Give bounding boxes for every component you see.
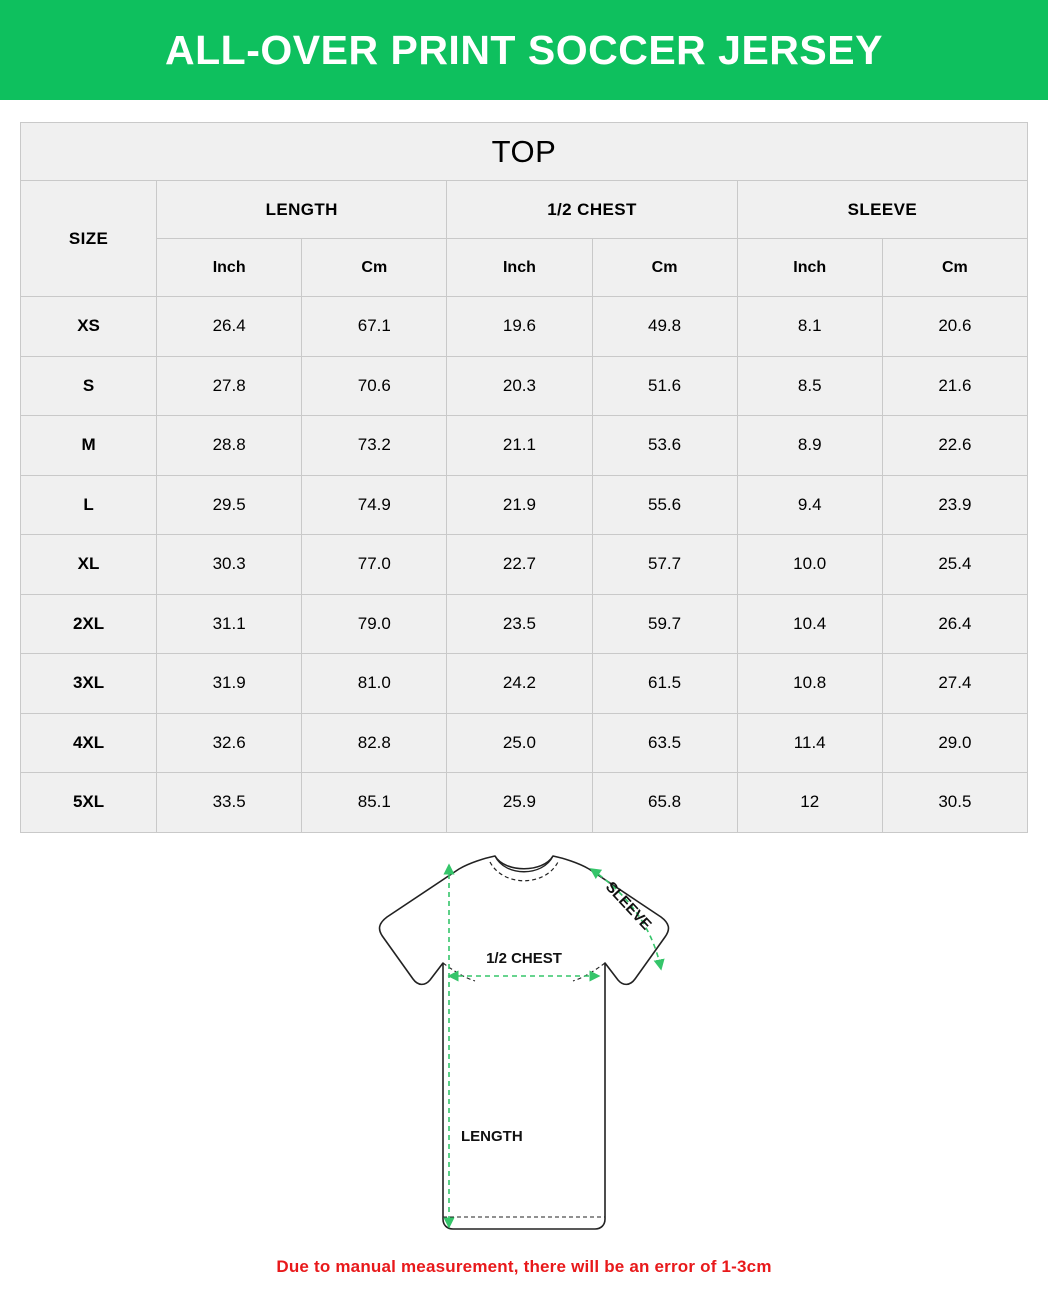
cell-sleeve-cm: 27.4 xyxy=(882,654,1027,714)
table-row xyxy=(21,297,1028,357)
cell-size: S xyxy=(21,356,157,416)
cell-chest-inch: 24.2 xyxy=(447,654,592,714)
cell-chest-cm: 49.8 xyxy=(592,297,737,357)
cell-sleeve-cm: 23.9 xyxy=(882,475,1027,535)
table-row xyxy=(21,356,1028,416)
cell-chest-inch: 22.7 xyxy=(447,535,592,595)
cell-length-inch: 30.3 xyxy=(157,535,302,595)
header-banner xyxy=(0,0,1048,100)
cell-chest-cm: 55.6 xyxy=(592,475,737,535)
size-table xyxy=(20,122,1028,833)
cell-size: XL xyxy=(21,535,157,595)
table-row xyxy=(21,475,1028,535)
cell-length-cm: 73.2 xyxy=(302,416,447,476)
cell-size: 2XL xyxy=(21,594,157,654)
table-row xyxy=(21,654,1028,714)
cell-size: M xyxy=(21,416,157,476)
table-title-row xyxy=(21,123,1028,181)
cell-chest-cm: 59.7 xyxy=(592,594,737,654)
length-label: LENGTH xyxy=(461,1127,523,1145)
cell-sleeve-inch: 10.8 xyxy=(737,654,882,714)
cell-length-inch: 29.5 xyxy=(157,475,302,535)
measurement-diagram xyxy=(0,851,1048,1251)
size-table-container xyxy=(0,100,1048,833)
cell-sleeve-inch: 10.0 xyxy=(737,535,882,595)
cell-sleeve-cm: 26.4 xyxy=(882,594,1027,654)
table-row xyxy=(21,713,1028,773)
cell-length-inch: 31.1 xyxy=(157,594,302,654)
cell-chest-cm: 57.7 xyxy=(592,535,737,595)
cell-length-inch: 26.4 xyxy=(157,297,302,357)
unit-length-inch: Inch xyxy=(157,239,302,297)
cell-chest-cm: 53.6 xyxy=(592,416,737,476)
cell-sleeve-inch: 10.4 xyxy=(737,594,882,654)
cell-chest-inch: 25.0 xyxy=(447,713,592,773)
cell-length-cm: 81.0 xyxy=(302,654,447,714)
cell-length-inch: 32.6 xyxy=(157,713,302,773)
cell-sleeve-inch: 8.1 xyxy=(737,297,882,357)
cell-sleeve-cm: 21.6 xyxy=(882,356,1027,416)
cell-size: L xyxy=(21,475,157,535)
cell-length-inch: 27.8 xyxy=(157,356,302,416)
cell-sleeve-cm: 20.6 xyxy=(882,297,1027,357)
cell-length-cm: 67.1 xyxy=(302,297,447,357)
cell-chest-inch: 20.3 xyxy=(447,356,592,416)
cell-length-cm: 85.1 xyxy=(302,773,447,833)
table-group-header-row xyxy=(21,181,1028,239)
cell-sleeve-inch: 11.4 xyxy=(737,713,882,773)
cell-sleeve-inch: 8.5 xyxy=(737,356,882,416)
cell-sleeve-cm: 25.4 xyxy=(882,535,1027,595)
half-chest-label: 1/2 CHEST xyxy=(486,949,562,967)
table-row xyxy=(21,773,1028,833)
cell-chest-cm: 51.6 xyxy=(592,356,737,416)
cell-sleeve-cm: 22.6 xyxy=(882,416,1027,476)
page-title: ALL-OVER PRINT SOCCER JERSEY xyxy=(165,26,883,73)
unit-sleeve-inch: Inch xyxy=(737,239,882,297)
cell-sleeve-cm: 29.0 xyxy=(882,713,1027,773)
cell-length-cm: 79.0 xyxy=(302,594,447,654)
unit-length-cm: Cm xyxy=(302,239,447,297)
cell-chest-inch: 19.6 xyxy=(447,297,592,357)
cell-chest-cm: 63.5 xyxy=(592,713,737,773)
unit-chest-inch: Inch xyxy=(447,239,592,297)
cell-size: 5XL xyxy=(21,773,157,833)
cell-chest-inch: 21.1 xyxy=(447,416,592,476)
tshirt-diagram-svg xyxy=(309,851,739,1251)
sleeve-label: SLEEVE xyxy=(601,877,655,933)
table-unit-row xyxy=(21,239,1028,297)
column-header-size: SIZE xyxy=(21,181,157,297)
cell-length-inch: 33.5 xyxy=(157,773,302,833)
table-row xyxy=(21,594,1028,654)
cell-sleeve-inch: 8.9 xyxy=(737,416,882,476)
cell-chest-inch: 21.9 xyxy=(447,475,592,535)
table-title: TOP xyxy=(21,123,1028,181)
table-row xyxy=(21,416,1028,476)
unit-sleeve-cm: Cm xyxy=(882,239,1027,297)
cell-length-inch: 31.9 xyxy=(157,654,302,714)
cell-size: 3XL xyxy=(21,654,157,714)
cell-chest-inch: 25.9 xyxy=(447,773,592,833)
column-header-sleeve: SLEEVE xyxy=(737,181,1027,239)
cell-length-cm: 70.6 xyxy=(302,356,447,416)
cell-chest-inch: 23.5 xyxy=(447,594,592,654)
cell-chest-cm: 61.5 xyxy=(592,654,737,714)
cell-chest-cm: 65.8 xyxy=(592,773,737,833)
column-header-half-chest: 1/2 CHEST xyxy=(447,181,737,239)
cell-size: XS xyxy=(21,297,157,357)
cell-length-cm: 74.9 xyxy=(302,475,447,535)
cell-sleeve-inch: 9.4 xyxy=(737,475,882,535)
cell-sleeve-cm: 30.5 xyxy=(882,773,1027,833)
table-row xyxy=(21,535,1028,595)
cell-length-inch: 28.8 xyxy=(157,416,302,476)
unit-chest-cm: Cm xyxy=(592,239,737,297)
column-header-length: LENGTH xyxy=(157,181,447,239)
cell-length-cm: 77.0 xyxy=(302,535,447,595)
cell-length-cm: 82.8 xyxy=(302,713,447,773)
cell-sleeve-inch: 12 xyxy=(737,773,882,833)
measurement-error-note: Due to manual measurement, there will be an error of 1-3cm xyxy=(276,1256,772,1276)
cell-size: 4XL xyxy=(21,713,157,773)
